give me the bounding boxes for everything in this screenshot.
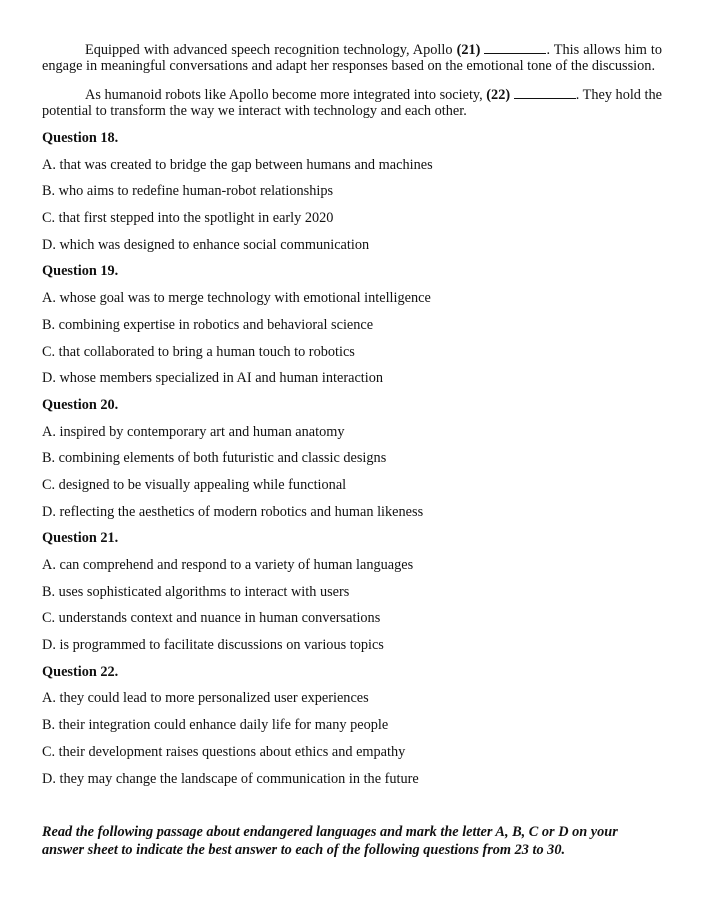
passage-paragraph-1 — [42, 42, 662, 74]
question-title: Question 19. — [42, 263, 119, 280]
answer-option: D. whose members specialized in AI and human interaction — [42, 370, 384, 387]
text: . This allows him to engage in meaningful conversations and adapt her responses based on the emotional tone of the discussion. — [42, 42, 663, 74]
answer-option: A. that was created to bridge the gap between humans and machines — [42, 156, 433, 173]
question-list — [42, 128, 682, 795]
answer-option: A. whose goal was to merge technology with emotional intelligence — [42, 290, 431, 307]
answer-option: B. uses sophisticated algorithms to interact with users — [42, 583, 350, 600]
passage-paragraph-2 — [42, 87, 662, 119]
question-title: Question 18. — [42, 130, 119, 146]
answer-option: C. that first stepped into the spotlight in early 2020 — [42, 210, 334, 227]
answer-option: A. inspired by contemporary art and human anatomy — [42, 423, 345, 440]
answer-blank — [514, 87, 576, 99]
answer-blank — [484, 42, 546, 54]
answer-option: A. they could lead to more personalized user experiences — [42, 690, 369, 707]
answer-option: D. is programmed to facilitate discussions on various topics — [42, 637, 384, 654]
answer-option: D. they may change the landscape of communication in the future — [42, 770, 419, 787]
question-title: Question 21. — [42, 530, 119, 547]
blank-number-21: (21) — [456, 42, 481, 58]
section-instruction: Read the following passage about endangered languages and mark the letter A, B, C or D on your answer sheet to indicate the best answer to each of the following questions from 23 to 30. — [42, 824, 618, 858]
answer-option: D. which was designed to enhance social communication — [42, 236, 370, 253]
answer-option: B. their integration could enhance daily life for many people — [42, 717, 389, 734]
text: . They hold the potential to transform the way we interact with technology and each other. — [42, 87, 663, 119]
blank-number-22: (22) — [486, 87, 511, 103]
text: As humanoid robots like Apollo become more integrated into society, — [85, 87, 487, 103]
answer-option: B. combining expertise in robotics and behavioral science — [42, 316, 374, 333]
question-title: Question 20. — [42, 396, 119, 413]
answer-option: D. reflecting the aesthetics of modern robotics and human likeness — [42, 503, 424, 520]
text: Equipped with advanced speech recognition technology, Apollo — [85, 42, 457, 58]
answer-option: C. that collaborated to bring a human touch to robotics — [42, 343, 355, 360]
answer-option: B. combining elements of both futuristic and classic designs — [42, 450, 387, 467]
answer-option: B. who aims to redefine human-robot relationships — [42, 183, 334, 200]
answer-option: C. designed to be visually appealing while functional — [42, 476, 347, 493]
question-title: Question 22. — [42, 663, 119, 680]
answer-option: A. can comprehend and respond to a variety of human languages — [42, 557, 414, 573]
answer-option: C. their development raises questions about ethics and empathy — [42, 743, 406, 760]
answer-option: C. understands context and nuance in human conversations — [42, 610, 381, 627]
